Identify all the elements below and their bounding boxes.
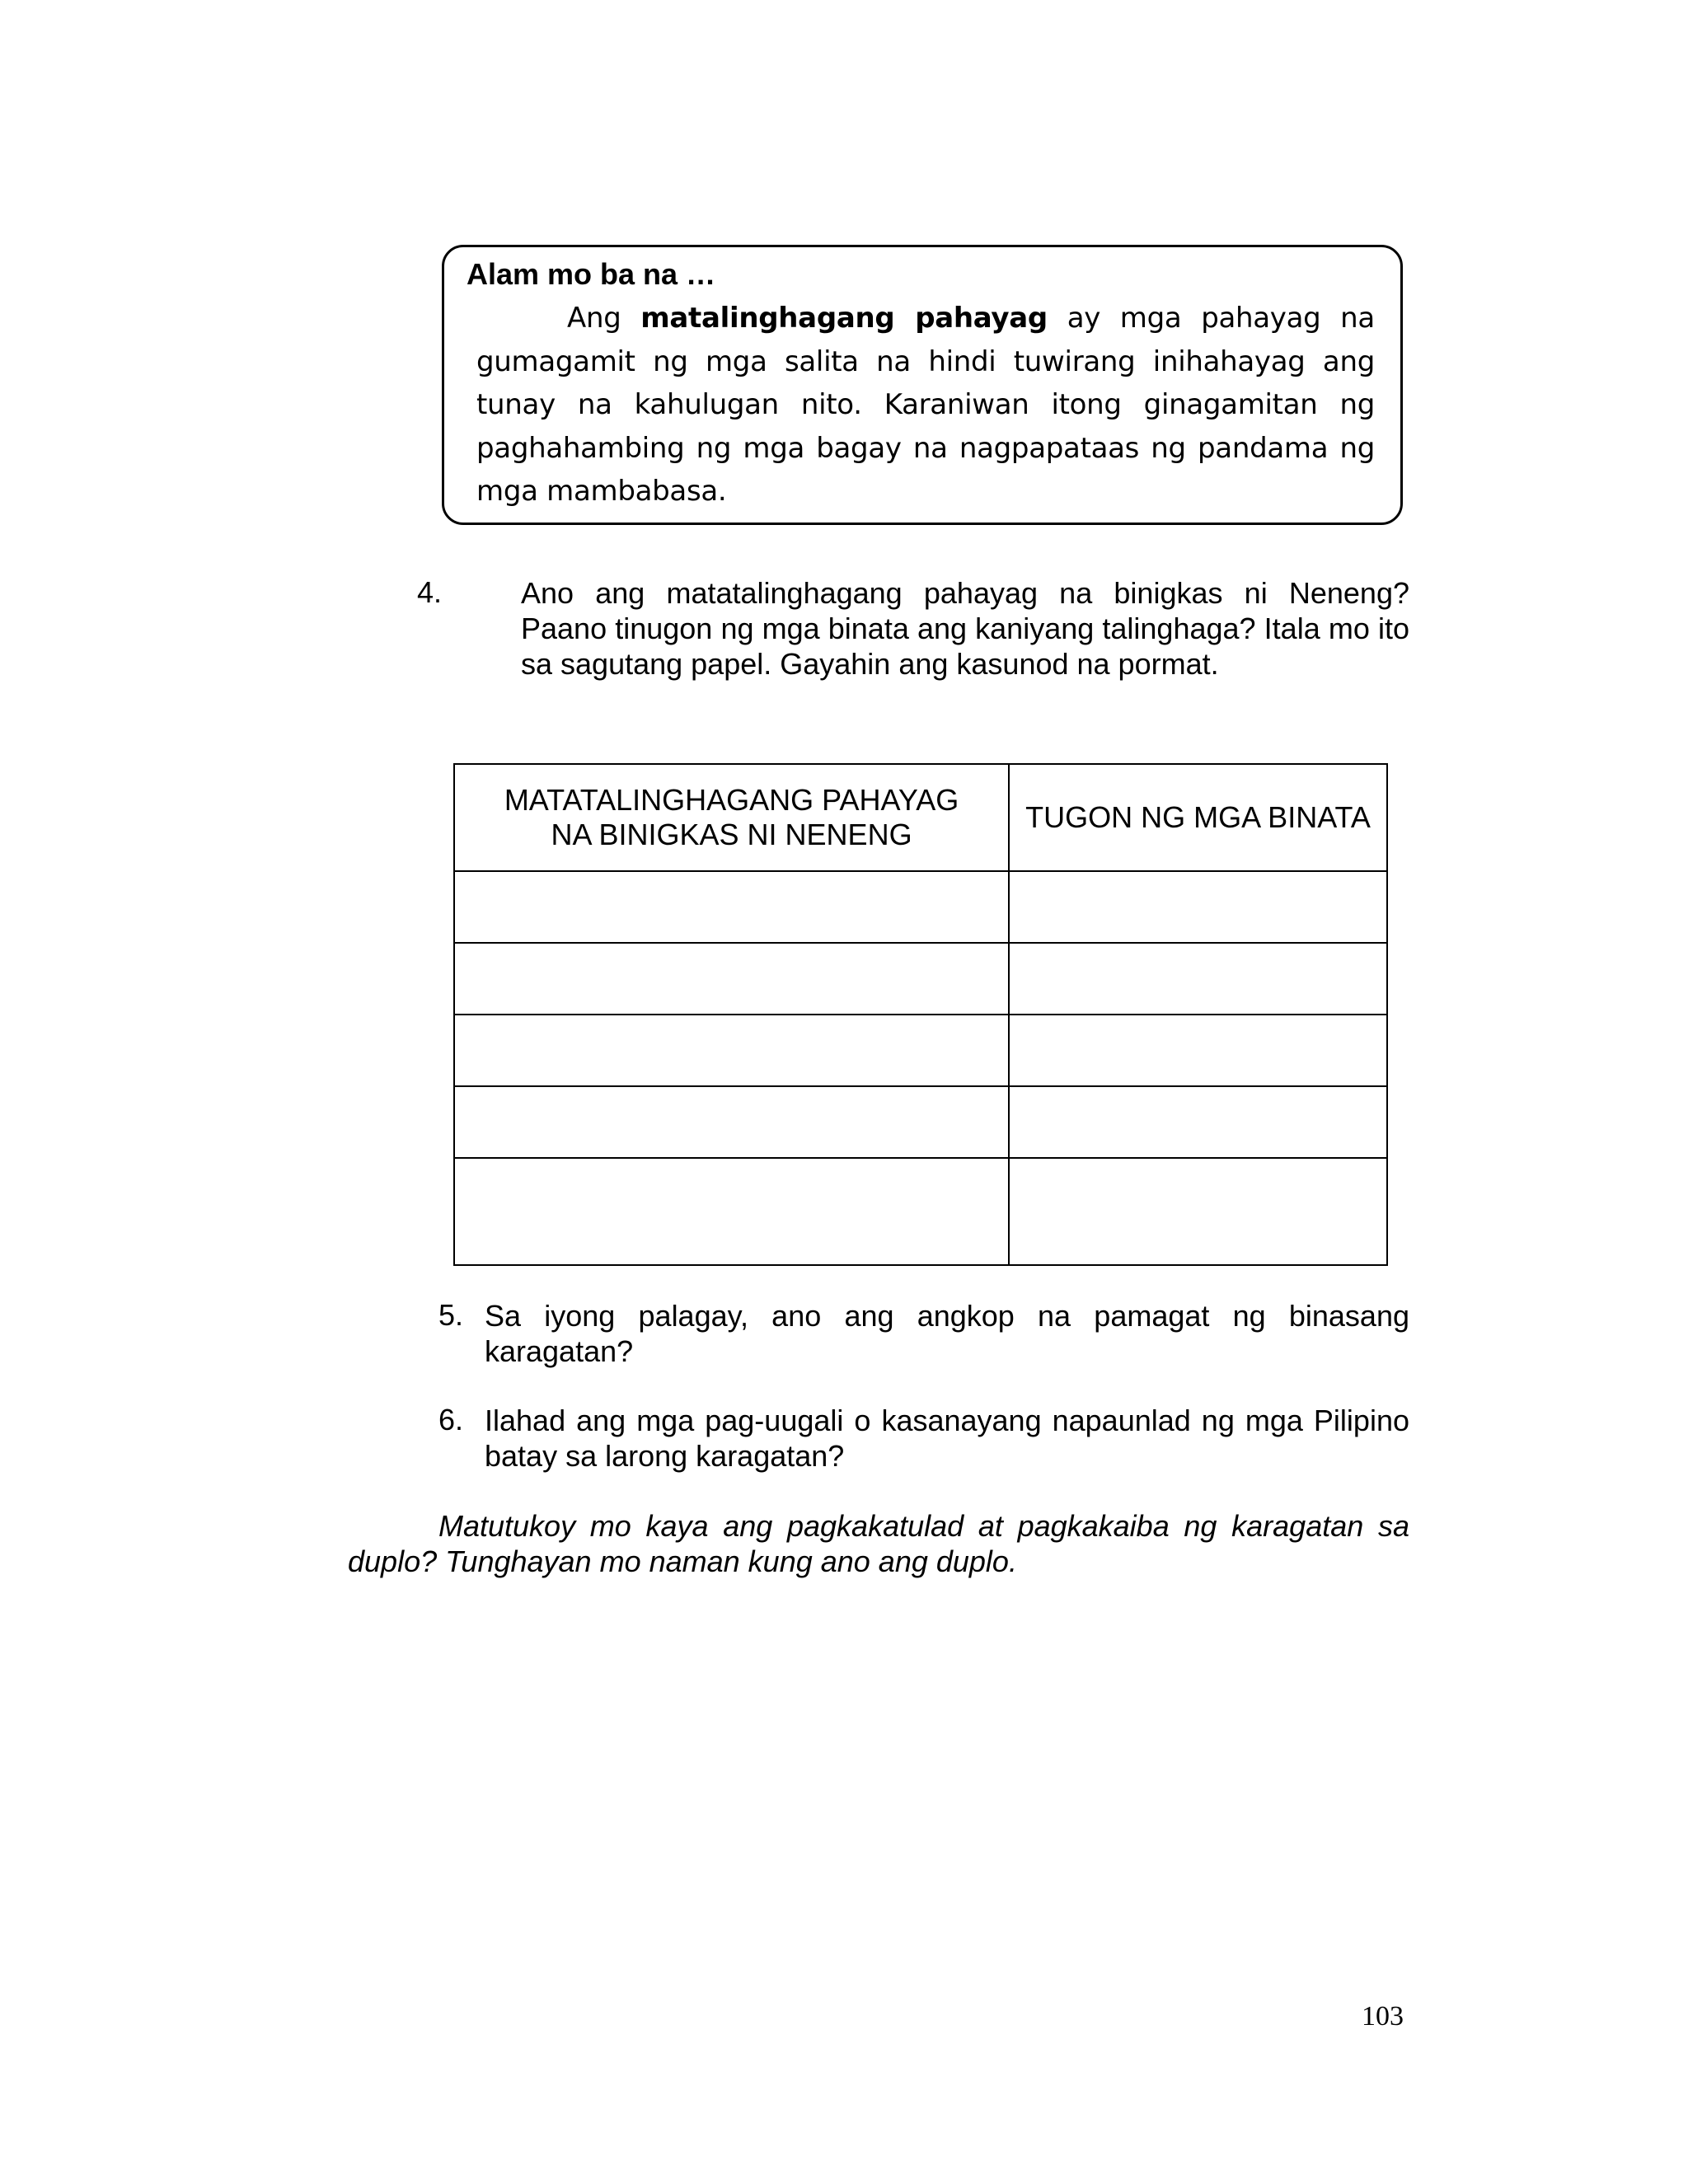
question-6-number: 6. xyxy=(438,1403,464,1436)
info-box-title: Alam mo ba na … xyxy=(467,257,716,291)
info-box-text xyxy=(476,297,1375,513)
page-number: 103 xyxy=(1362,2001,1404,2032)
table-cell xyxy=(454,1158,1009,1265)
question-6-text: Ilahad ang mga pag-uugali o kasanayang napaunlad ng mga Pilipino batay sa larong karagatan? xyxy=(485,1404,1409,1473)
answer-table xyxy=(453,763,1388,1266)
table-row xyxy=(454,1158,1387,1265)
table-cell xyxy=(454,1086,1009,1158)
closing-paragraph xyxy=(348,1508,1409,1579)
table-cell xyxy=(1009,871,1387,943)
table-cell xyxy=(454,943,1009,1015)
question-5-number: 5. xyxy=(438,1298,464,1332)
table-cell xyxy=(1009,1015,1387,1086)
table-cell xyxy=(1009,943,1387,1015)
table-row xyxy=(454,871,1387,943)
info-box-text-lead: Ang xyxy=(567,302,621,335)
info-box-text-rest: ay mga pahayag na gumagamit ng mga salita na hindi tuwirang inihahayag ang tunay na kahulugan nito. Karaniwan itong ginagamitan ng paghahambing ng mga bagay na nagpapataas ng pandama ng mga mambabasa. xyxy=(476,302,1375,508)
table-cell xyxy=(454,871,1009,943)
table-header-row xyxy=(454,764,1387,871)
table-cell xyxy=(454,1015,1009,1086)
table-header-cell-2: TUGON NG MGA BINATA xyxy=(1009,764,1387,871)
closing-text: Matutukoy mo kaya ang pagkakatulad at pagkakaiba ng karagatan sa duplo? Tunghayan mo naman kung ano ang duplo. xyxy=(348,1509,1409,1578)
table-cell xyxy=(1009,1086,1387,1158)
table-row xyxy=(454,1015,1387,1086)
question-4-text: Ano ang matatalinghagang pahayag na binigkas ni Neneng? Paano tinugon ng mga binata ang kaniyang talinghaga? Itala mo ito sa sagutang papel. Gayahin ang kasunod na pormat. xyxy=(521,576,1409,681)
question-5-text: Sa iyong palagay, ano ang angkop na pamagat ng binasang karagatan? xyxy=(485,1299,1409,1368)
table-cell xyxy=(1009,1158,1387,1265)
info-box-term: matalinghagang pahayag xyxy=(640,302,1048,335)
question-4-number: 4. xyxy=(417,575,443,609)
table-row xyxy=(454,1086,1387,1158)
table-header-cell-1: MATATALINGHAGANG PAHAYAG NA BINIGKAS NI NENENG xyxy=(454,764,1009,871)
table-row xyxy=(454,943,1387,1015)
